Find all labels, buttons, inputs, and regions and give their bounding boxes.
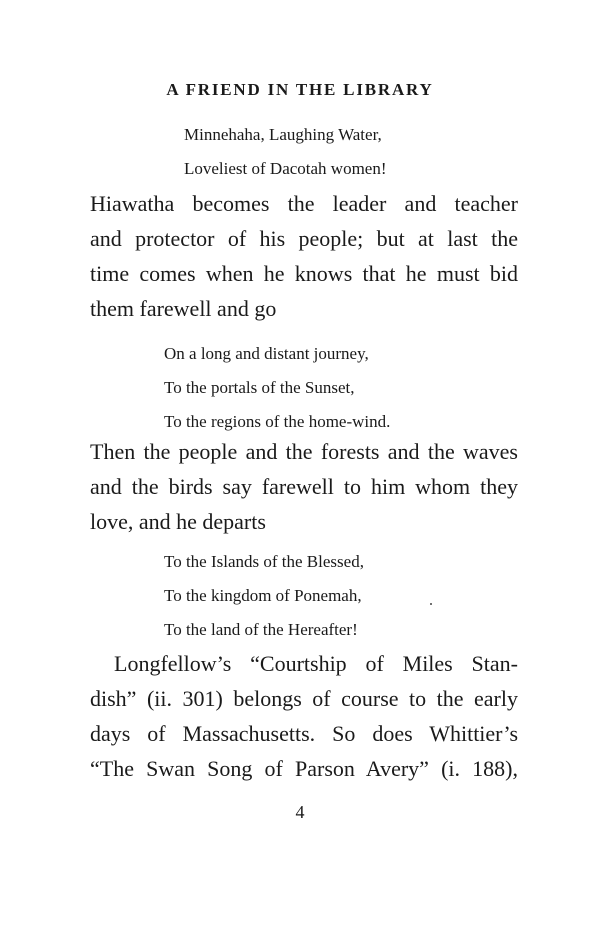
verse-line: Minnehaha, Laughing Water, [184,125,382,144]
prose-line: and protector of his people; but at last the [90,226,518,251]
prose-line: love, and he departs [90,509,266,534]
running-head: A FRIEND IN THE LIBRARY [166,80,434,99]
verse-line: To the kingdom of Ponemah, [164,586,362,605]
paragraph-hiawatha [90,186,518,326]
verse-line: To the Islands of the Blessed, [164,552,364,571]
paragraph-farewell [90,434,518,539]
paragraph-longfellow [90,646,518,786]
prose-line: time comes when he knows that he must bid [90,261,518,286]
verse-line: To the land of the Hereafter! [164,620,358,639]
verse-line: Loveliest of Dacotah women! [184,159,387,178]
prose-line: and the birds say farewell to him whom they [90,474,518,499]
prose-line: dish” (ii. 301) belongs of course to the early [90,686,518,711]
verse-line: To the regions of the home-wind. [164,412,391,431]
verse-line: To the portals of the Sunset, [164,378,355,397]
page-number: 4 [295,802,305,822]
verse-minnehaha [184,118,387,186]
verse-journey [164,337,390,439]
verse-hereafter [164,545,364,647]
prose-line: Then the people and the forests and the waves [90,439,518,464]
prose-line: days of Massachusetts. So does Whittier’s [90,721,518,746]
prose-line: Hiawatha becomes the leader and teacher [90,191,518,216]
verse-line: On a long and distant journey, [164,344,369,363]
prose-line: them farewell and go [90,296,277,321]
prose-line: Longfellow’s “Courtship of Miles Stan- [114,651,518,676]
prose-line: “The Swan Song of Parson Avery” (i. 188), [90,756,518,781]
ink-speck [430,603,432,605]
